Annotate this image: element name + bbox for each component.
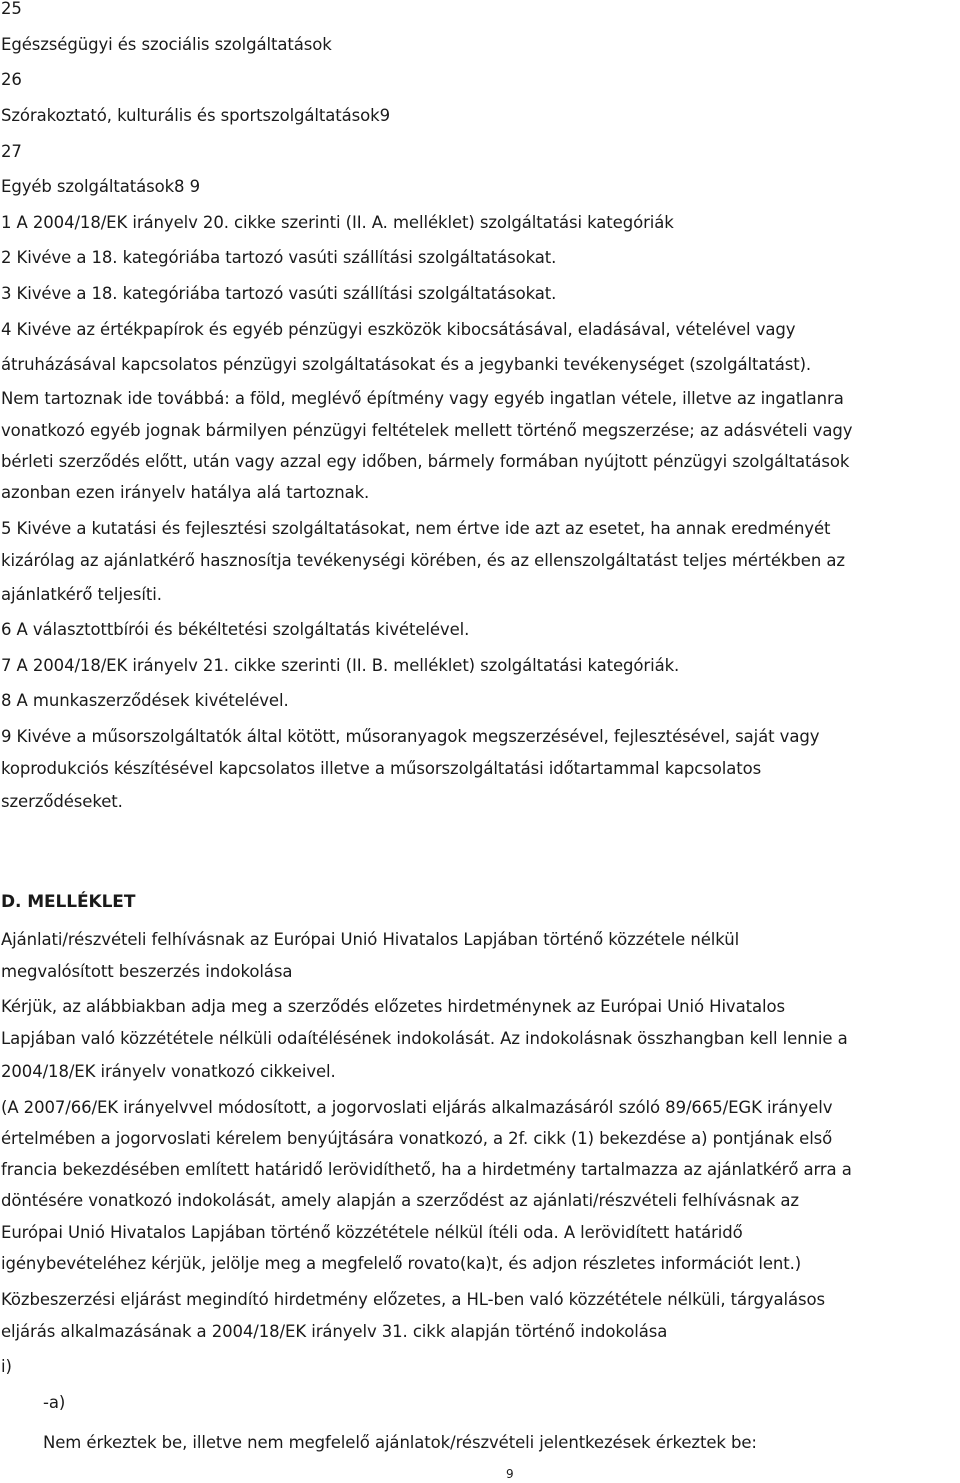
text-line: Nem tartoznak ide továbbá: a föld, meglévő építmény vagy egyéb ingatlan vétele, illetve az ingatlanra: [1, 389, 844, 408]
text-line: 26: [1, 70, 22, 89]
page-number: 9: [506, 1467, 514, 1481]
text-line: ajánlatkérő teljesíti.: [1, 585, 162, 604]
text-line: Lapjában való közzététele nélküli odaítélésének indokolását. Az indokolásnak összhangban kell lennie a: [1, 1029, 848, 1048]
text-line: (A 2007/66/EK irányelvvel módosított, a jogorvoslati eljárás alkalmazásáról szóló 89/665/EGK irányelv: [1, 1098, 833, 1117]
text-line: Egészségügyi és szociális szolgáltatások: [1, 35, 332, 54]
text-line: Európai Unió Hivatalos Lapjában történő közzététele nélkül ítéli oda. A lerövidített határidő: [1, 1223, 743, 1242]
list-marker: i): [1, 1357, 12, 1376]
text-line: Kérjük, az alábbiakban adja meg a szerződés előzetes hirdetménynek az Európai Unió Hivatalos: [1, 997, 785, 1016]
footnote-6: 6 A választottbírói és békéltetési szolgáltatás kivételével.: [1, 620, 470, 639]
text-line: döntésére vonatkozó indokolását, amely alapján a szerződést az ajánlati/részvételi felhívásnak az: [1, 1191, 799, 1210]
footnote-4: 4 Kivéve az értékpapírok és egyéb pénzügyi eszközök kibocsátásával, eladásával, vételével vagy: [1, 320, 796, 339]
text-line: 2004/18/EK irányelv vonatkozó cikkeivel.: [1, 1062, 336, 1081]
text-line: 25: [1, 0, 22, 18]
text-line: Nem érkeztek be, illetve nem megfelelő ajánlatok/részvételi jelentkezések érkeztek be:: [43, 1433, 757, 1452]
footnote-8: 8 A munkaszerződések kivételével.: [1, 691, 289, 710]
text-line: koprodukciós készítésével kapcsolatos illetve a műsorszolgáltatási időtartammal kapcsolatos: [1, 759, 762, 778]
text-line: vonatkozó egyéb jognak bármilyen pénzügyi feltételek mellett történő megszerzése; az adásvételi vagy: [1, 421, 853, 440]
text-line: francia bekezdésében említett határidő lerövidíthető, ha a hirdetmény tartalmazza az ajánlatkérő arra a: [1, 1160, 852, 1179]
footnote-7: 7 A 2004/18/EK irányelv 21. cikke szerinti (II. B. melléklet) szolgáltatási kategóriák.: [1, 656, 680, 675]
text-line: kizárólag az ajánlatkérő hasznosítja tevékenységi körében, és az ellenszolgáltatást teljes mértékben az: [1, 551, 845, 570]
text-line: azonban ezen irányelv hatálya alá tartoznak.: [1, 483, 370, 502]
footnote-3: 3 Kivéve a 18. kategóriába tartozó vasúti szállítási szolgáltatásokat.: [1, 284, 557, 303]
section-subtitle: megvalósított beszerzés indokolása: [1, 962, 293, 981]
section-subtitle: Ajánlati/részvételi felhívásnak az Európai Unió Hivatalos Lapjában történő közzétele nélkül: [1, 930, 740, 949]
text-line: átruházásával kapcsolatos pénzügyi szolgáltatásokat és a jegybanki tevékenységet (szolgáltatást).: [1, 355, 812, 374]
text-line: igénybevételéhez kérjük, jelölje meg a megfelelő rovato(ka)t, és adjon részletes információt lent.): [1, 1254, 802, 1273]
footnote-1: 1 A 2004/18/EK irányelv 20. cikke szerinti (II. A. melléklet) szolgáltatási kategóriák: [1, 213, 674, 232]
text-line: Közbeszerzési eljárást megindító hirdetmény előzetes, a HL-ben való közzététele nélküli, tárgyalásos: [1, 1290, 825, 1309]
footnote-2: 2 Kivéve a 18. kategóriába tartozó vasúti szállítási szolgáltatásokat.: [1, 248, 557, 267]
text-line: bérleti szerződés előtt, után vagy azzal egy időben, bármely formában nyújtott pénzügyi szolgáltatások: [1, 452, 850, 471]
section-heading: D. MELLÉKLET: [1, 892, 136, 912]
text-line: eljárás alkalmazásának a 2004/18/EK irányelv 31. cikk alapján történő indokolása: [1, 1322, 668, 1341]
text-line: Szórakoztató, kulturális és sportszolgáltatások9: [1, 106, 391, 125]
list-marker: -a): [43, 1393, 66, 1412]
text-line: értelmében a jogorvoslati kérelem benyújtására vonatkozó, a 2f. cikk (1) bekezdése a) pontjának első: [1, 1129, 833, 1148]
footnote-9: 9 Kivéve a műsorszolgáltatók által kötött, műsoranyagok megszerzésével, fejlesztésével, saját vagy: [1, 727, 820, 746]
footnote-5: 5 Kivéve a kutatási és fejlesztési szolgáltatásokat, nem értve ide azt az esetet, ha annak eredményét: [1, 519, 831, 538]
text-line: 27: [1, 142, 22, 161]
text-line: Egyéb szolgáltatások8 9: [1, 177, 200, 196]
text-line: szerződéseket.: [1, 792, 123, 811]
